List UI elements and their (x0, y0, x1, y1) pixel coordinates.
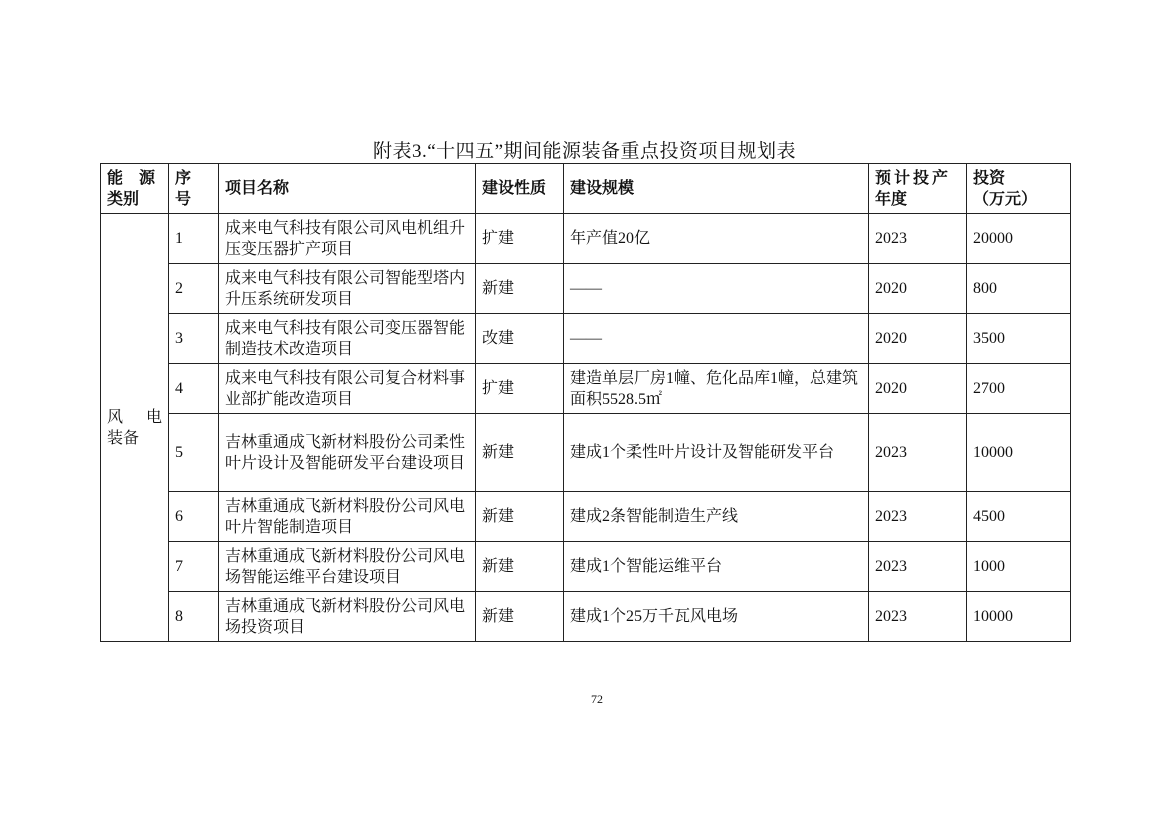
cell-name: 成来电气科技有限公司风电机组升压变压器扩产项目 (219, 214, 476, 264)
cell-year: 2023 (869, 542, 967, 592)
cell-year: 2023 (869, 414, 967, 492)
category-text: 电 (145, 408, 162, 426)
header-row (101, 164, 1071, 214)
cell-invest: 10000 (967, 592, 1071, 642)
cell-name: 成来电气科技有限公司复合材料事业部扩能改造项目 (219, 364, 476, 414)
header-category (101, 164, 169, 214)
cell-scale: 建造单层厂房1幢、危化品库1幢，总建筑面积5528.5㎡ (564, 364, 869, 414)
header-invest-line1: 投资 (973, 169, 1006, 187)
table-row (101, 542, 1071, 592)
table-row (101, 364, 1071, 414)
cell-nature: 改建 (476, 314, 564, 364)
cell-scale: 建成1个25万千瓦风电场 (564, 592, 869, 642)
header-name: 项目名称 (219, 164, 476, 214)
cell-seq: 8 (169, 592, 219, 642)
cell-scale: —— (564, 314, 869, 364)
cell-name: 吉林重通成飞新材料股份公司风电场智能运维平台建设项目 (219, 542, 476, 592)
header-invest-line2: （万元） (973, 190, 1038, 208)
cell-nature: 新建 (476, 264, 564, 314)
cell-seq: 7 (169, 542, 219, 592)
cell-scale: 年产值20亿 (564, 214, 869, 264)
table-row (101, 492, 1071, 542)
category-cell (101, 214, 169, 642)
cell-invest: 2700 (967, 364, 1071, 414)
cell-seq: 5 (169, 414, 219, 492)
header-year (869, 164, 967, 214)
cell-seq: 6 (169, 492, 219, 542)
cell-name: 成来电气科技有限公司变压器智能制造技术改造项目 (219, 314, 476, 364)
cell-invest: 800 (967, 264, 1071, 314)
cell-invest: 20000 (967, 214, 1071, 264)
page-number: 72 (591, 692, 603, 706)
cell-invest: 4500 (967, 492, 1071, 542)
cell-nature: 新建 (476, 592, 564, 642)
cell-name: 吉林重通成飞新材料股份公司柔性叶片设计及智能研发平台建设项目 (219, 414, 476, 492)
category-text: 风 (107, 408, 124, 426)
cell-scale: 建成1个柔性叶片设计及智能研发平台 (564, 414, 869, 492)
cell-invest: 10000 (967, 414, 1071, 492)
header-nature: 建设性质 (476, 164, 564, 214)
cell-year: 2020 (869, 264, 967, 314)
cell-name: 成来电气科技有限公司智能型塔内升压系统研发项目 (219, 264, 476, 314)
cell-scale: 建成2条智能制造生产线 (564, 492, 869, 542)
cell-year: 2020 (869, 314, 967, 364)
cell-seq: 1 (169, 214, 219, 264)
table-row (101, 414, 1071, 492)
cell-scale: 建成1个智能运维平台 (564, 542, 869, 592)
header-invest (967, 164, 1071, 214)
table-row (101, 264, 1071, 314)
cell-name: 吉林重通成飞新材料股份公司风电场投资项目 (219, 592, 476, 642)
cell-nature: 新建 (476, 542, 564, 592)
header-category-line2: 类别 (107, 190, 140, 208)
cell-seq: 3 (169, 314, 219, 364)
project-table (100, 163, 1071, 642)
cell-year: 2020 (869, 364, 967, 414)
cell-scale: —— (564, 264, 869, 314)
table-title: 附表3.“十四五”期间能源装备重点投资项目规划表 (372, 141, 797, 162)
table-row (101, 314, 1071, 364)
header-seq-line2: 号 (175, 190, 192, 208)
header-year-line2: 年度 (875, 190, 908, 208)
category-text: 装备 (107, 429, 140, 447)
header-scale: 建设规模 (564, 164, 869, 214)
cell-seq: 4 (169, 364, 219, 414)
table-row (101, 214, 1071, 264)
header-category-line1: 能 源 (107, 169, 156, 187)
table-row (101, 592, 1071, 642)
cell-year: 2023 (869, 492, 967, 542)
header-seq (169, 164, 219, 214)
header-seq-line1: 序 (175, 169, 192, 187)
cell-name: 吉林重通成飞新材料股份公司风电叶片智能制造项目 (219, 492, 476, 542)
cell-nature: 扩建 (476, 364, 564, 414)
cell-nature: 新建 (476, 492, 564, 542)
cell-nature: 新建 (476, 414, 564, 492)
header-year-line1: 预计投产 (875, 169, 952, 187)
cell-invest: 3500 (967, 314, 1071, 364)
cell-nature: 扩建 (476, 214, 564, 264)
cell-seq: 2 (169, 264, 219, 314)
cell-year: 2023 (869, 592, 967, 642)
cell-year: 2023 (869, 214, 967, 264)
cell-invest: 1000 (967, 542, 1071, 592)
